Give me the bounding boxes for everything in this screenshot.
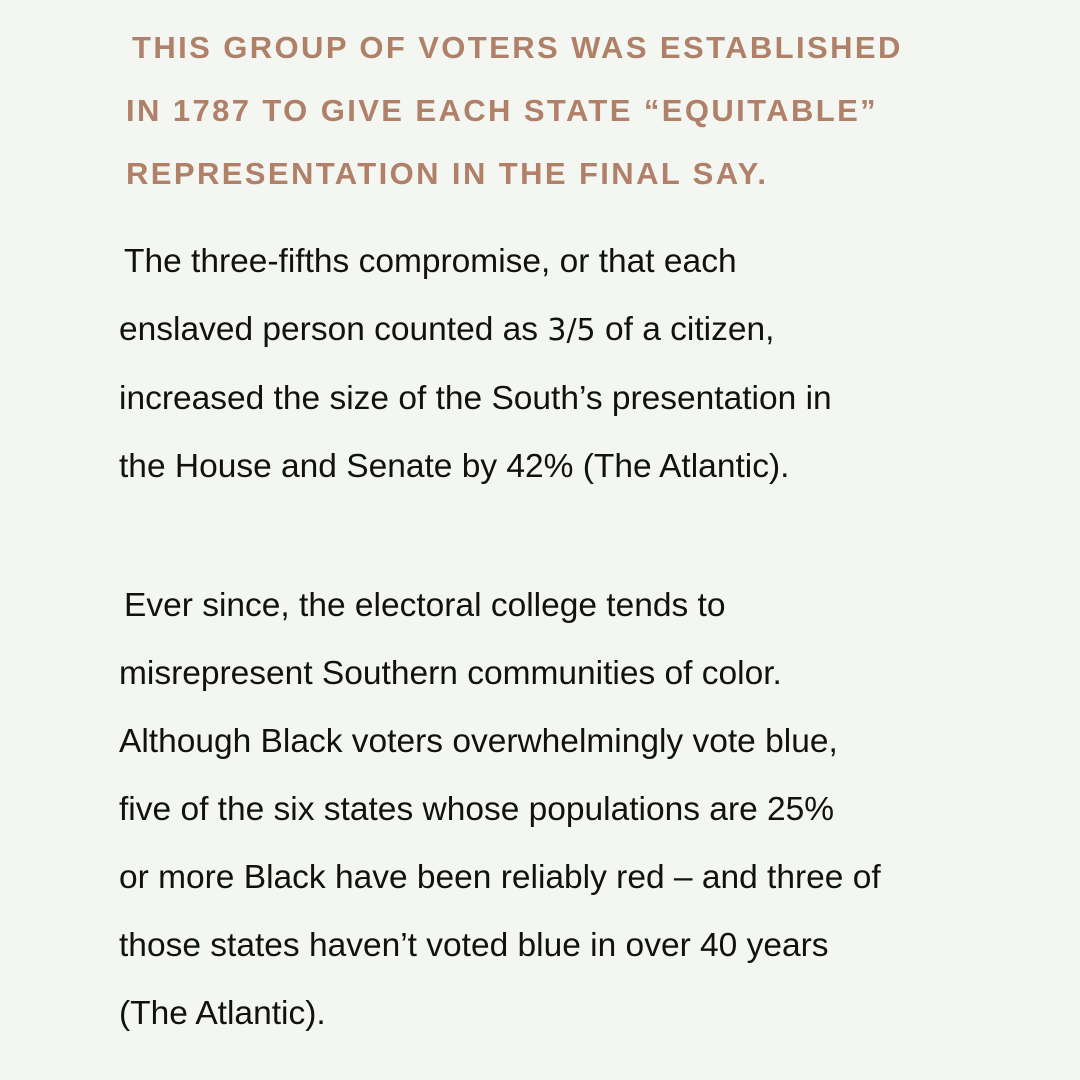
paragraph-line: the House and Senate by 42% (The Atlantic). <box>119 448 790 485</box>
heading-line: IN 1787 TO GIVE EACH STATE “EQUITABLE” <box>126 93 879 128</box>
paragraph-line: five of the six states whose populations are 25% <box>119 791 835 828</box>
paragraph-line: Ever since, the electoral college tends to <box>124 587 726 624</box>
fraction-text: 3/5 <box>547 313 596 348</box>
paragraph-line <box>119 296 1059 365</box>
paragraph-line: The three-fifths compromise, or that each <box>124 243 737 280</box>
paragraph-electoral-college <box>119 572 1059 1048</box>
text-segment: enslaved person counted as <box>119 311 548 348</box>
paragraph-line: increased the size of the South’s presentation in <box>119 380 832 417</box>
paragraph-line: or more Black have been reliably red – and three of <box>119 859 881 896</box>
paragraph-three-fifths <box>119 228 1059 501</box>
text-segment: of a citizen, <box>595 311 775 348</box>
paragraph-line: Although Black voters overwhelmingly vote blue, <box>119 723 838 760</box>
heading <box>126 16 1026 205</box>
paragraph-line: misrepresent Southern communities of color. <box>119 655 782 692</box>
heading-line: THIS GROUP OF VOTERS WAS ESTABLISHED <box>132 30 903 65</box>
paragraph-line: (The Atlantic). <box>119 995 326 1032</box>
paragraph-line: those states haven’t voted blue in over 40 years <box>119 927 829 964</box>
heading-line: REPRESENTATION IN THE FINAL SAY. <box>126 156 769 191</box>
